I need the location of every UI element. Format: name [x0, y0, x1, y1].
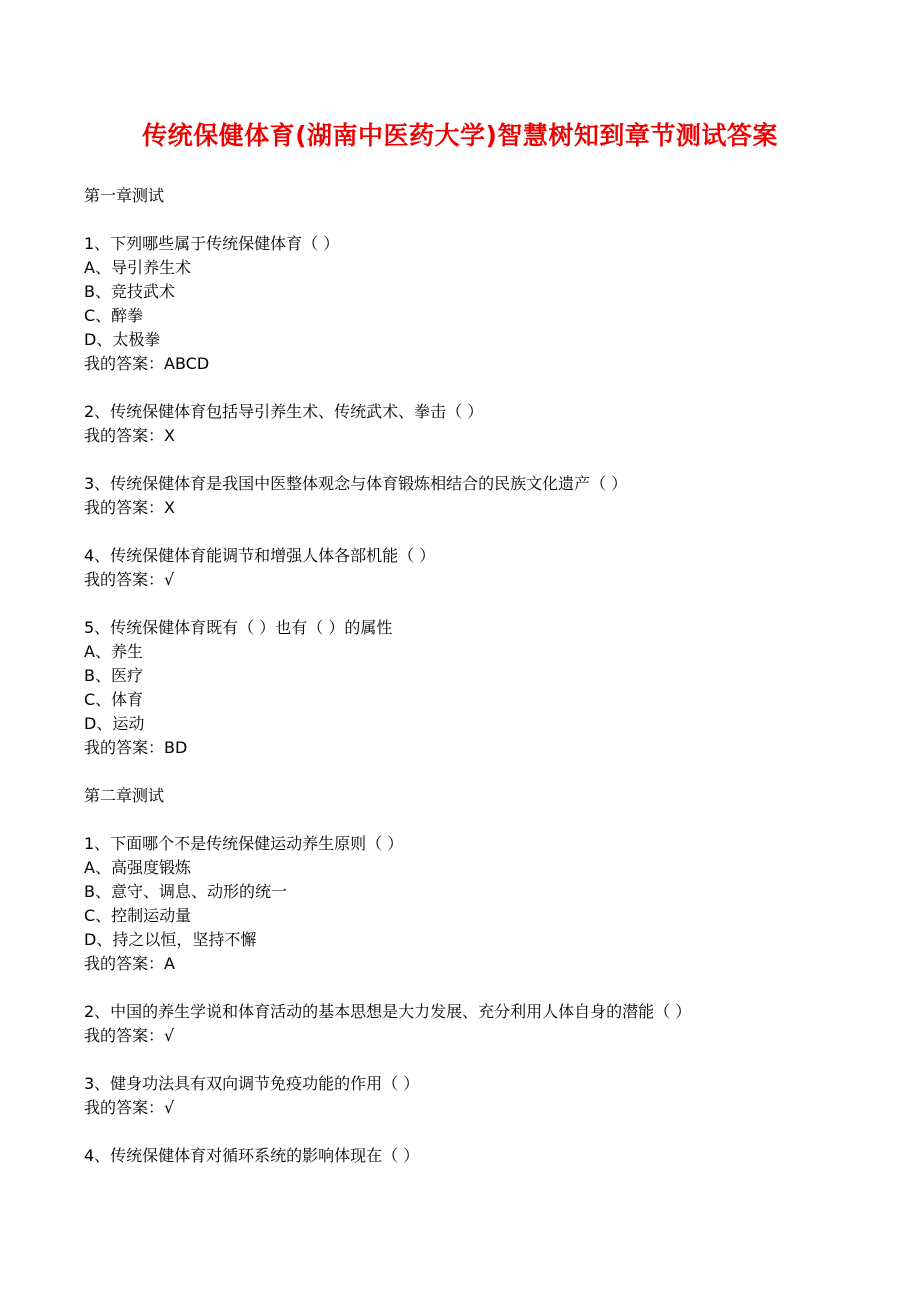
spacer	[84, 376, 884, 400]
option-d: D、太极拳	[84, 330, 161, 349]
option-d: D、持之以恒，坚持不懈	[84, 930, 257, 949]
spacer	[84, 1048, 884, 1072]
my-answer: 我的答案：X	[84, 426, 175, 445]
spacer	[84, 760, 884, 784]
my-answer: 我的答案：ABCD	[84, 354, 210, 373]
question-stem: 1、下面哪个不是传统保健运动养生原则（ ）	[84, 834, 404, 853]
option-b: B、医疗	[84, 666, 143, 685]
question-stem: 3、传统保健体育是我国中医整体观念与体育锻炼相结合的民族文化遗产（ ）	[84, 474, 628, 493]
question-stem: 2、传统保健体育包括导引养生术、传统武术、拳击（ ）	[84, 402, 484, 421]
chapter-heading: 第二章测试	[84, 786, 165, 805]
option-c: C、体育	[84, 690, 144, 709]
my-answer: 我的答案：√	[84, 570, 175, 589]
option-c: C、醉拳	[84, 306, 144, 325]
chapter-heading: 第一章测试	[84, 186, 165, 205]
spacer	[84, 592, 884, 616]
option-c: C、控制运动量	[84, 906, 192, 925]
option-a: A、养生	[84, 642, 143, 661]
spacer	[84, 808, 884, 832]
spacer	[84, 520, 884, 544]
question-stem: 1、下列哪些属于传统保健体育（ ）	[84, 234, 340, 253]
option-d: D、运动	[84, 714, 145, 733]
spacer	[84, 1120, 884, 1144]
option-b: B、竞技武术	[84, 282, 175, 301]
option-b: B、意守、调息、动形的统一	[84, 882, 287, 901]
question-stem: 4、传统保健体育能调节和增强人体各部机能（ ）	[84, 546, 436, 565]
spacer	[84, 976, 884, 1000]
document-body	[84, 184, 884, 1168]
my-answer: 我的答案：A	[84, 954, 175, 973]
spacer	[84, 448, 884, 472]
my-answer: 我的答案：X	[84, 498, 175, 517]
spacer	[84, 208, 884, 232]
option-a: A、高强度锻炼	[84, 858, 191, 877]
option-a: A、导引养生术	[84, 258, 191, 277]
my-answer: 我的答案：√	[84, 1026, 175, 1045]
question-stem: 2、中国的养生学说和体育活动的基本思想是大力发展、充分利用人体自身的潜能（ ）	[84, 1002, 692, 1021]
my-answer: 我的答案：BD	[84, 738, 188, 757]
question-stem: 4、传统保健体育对循环系统的影响体现在（ ）	[84, 1146, 420, 1165]
document-title: 传统保健体育(湖南中医药大学)智慧树知到章节测试答案	[142, 121, 778, 150]
question-stem: 3、健身功法具有双向调节免疫功能的作用（ ）	[84, 1074, 420, 1093]
my-answer: 我的答案：√	[84, 1098, 175, 1117]
question-stem: 5、传统保健体育既有（ ）也有（ ）的属性	[84, 618, 393, 637]
